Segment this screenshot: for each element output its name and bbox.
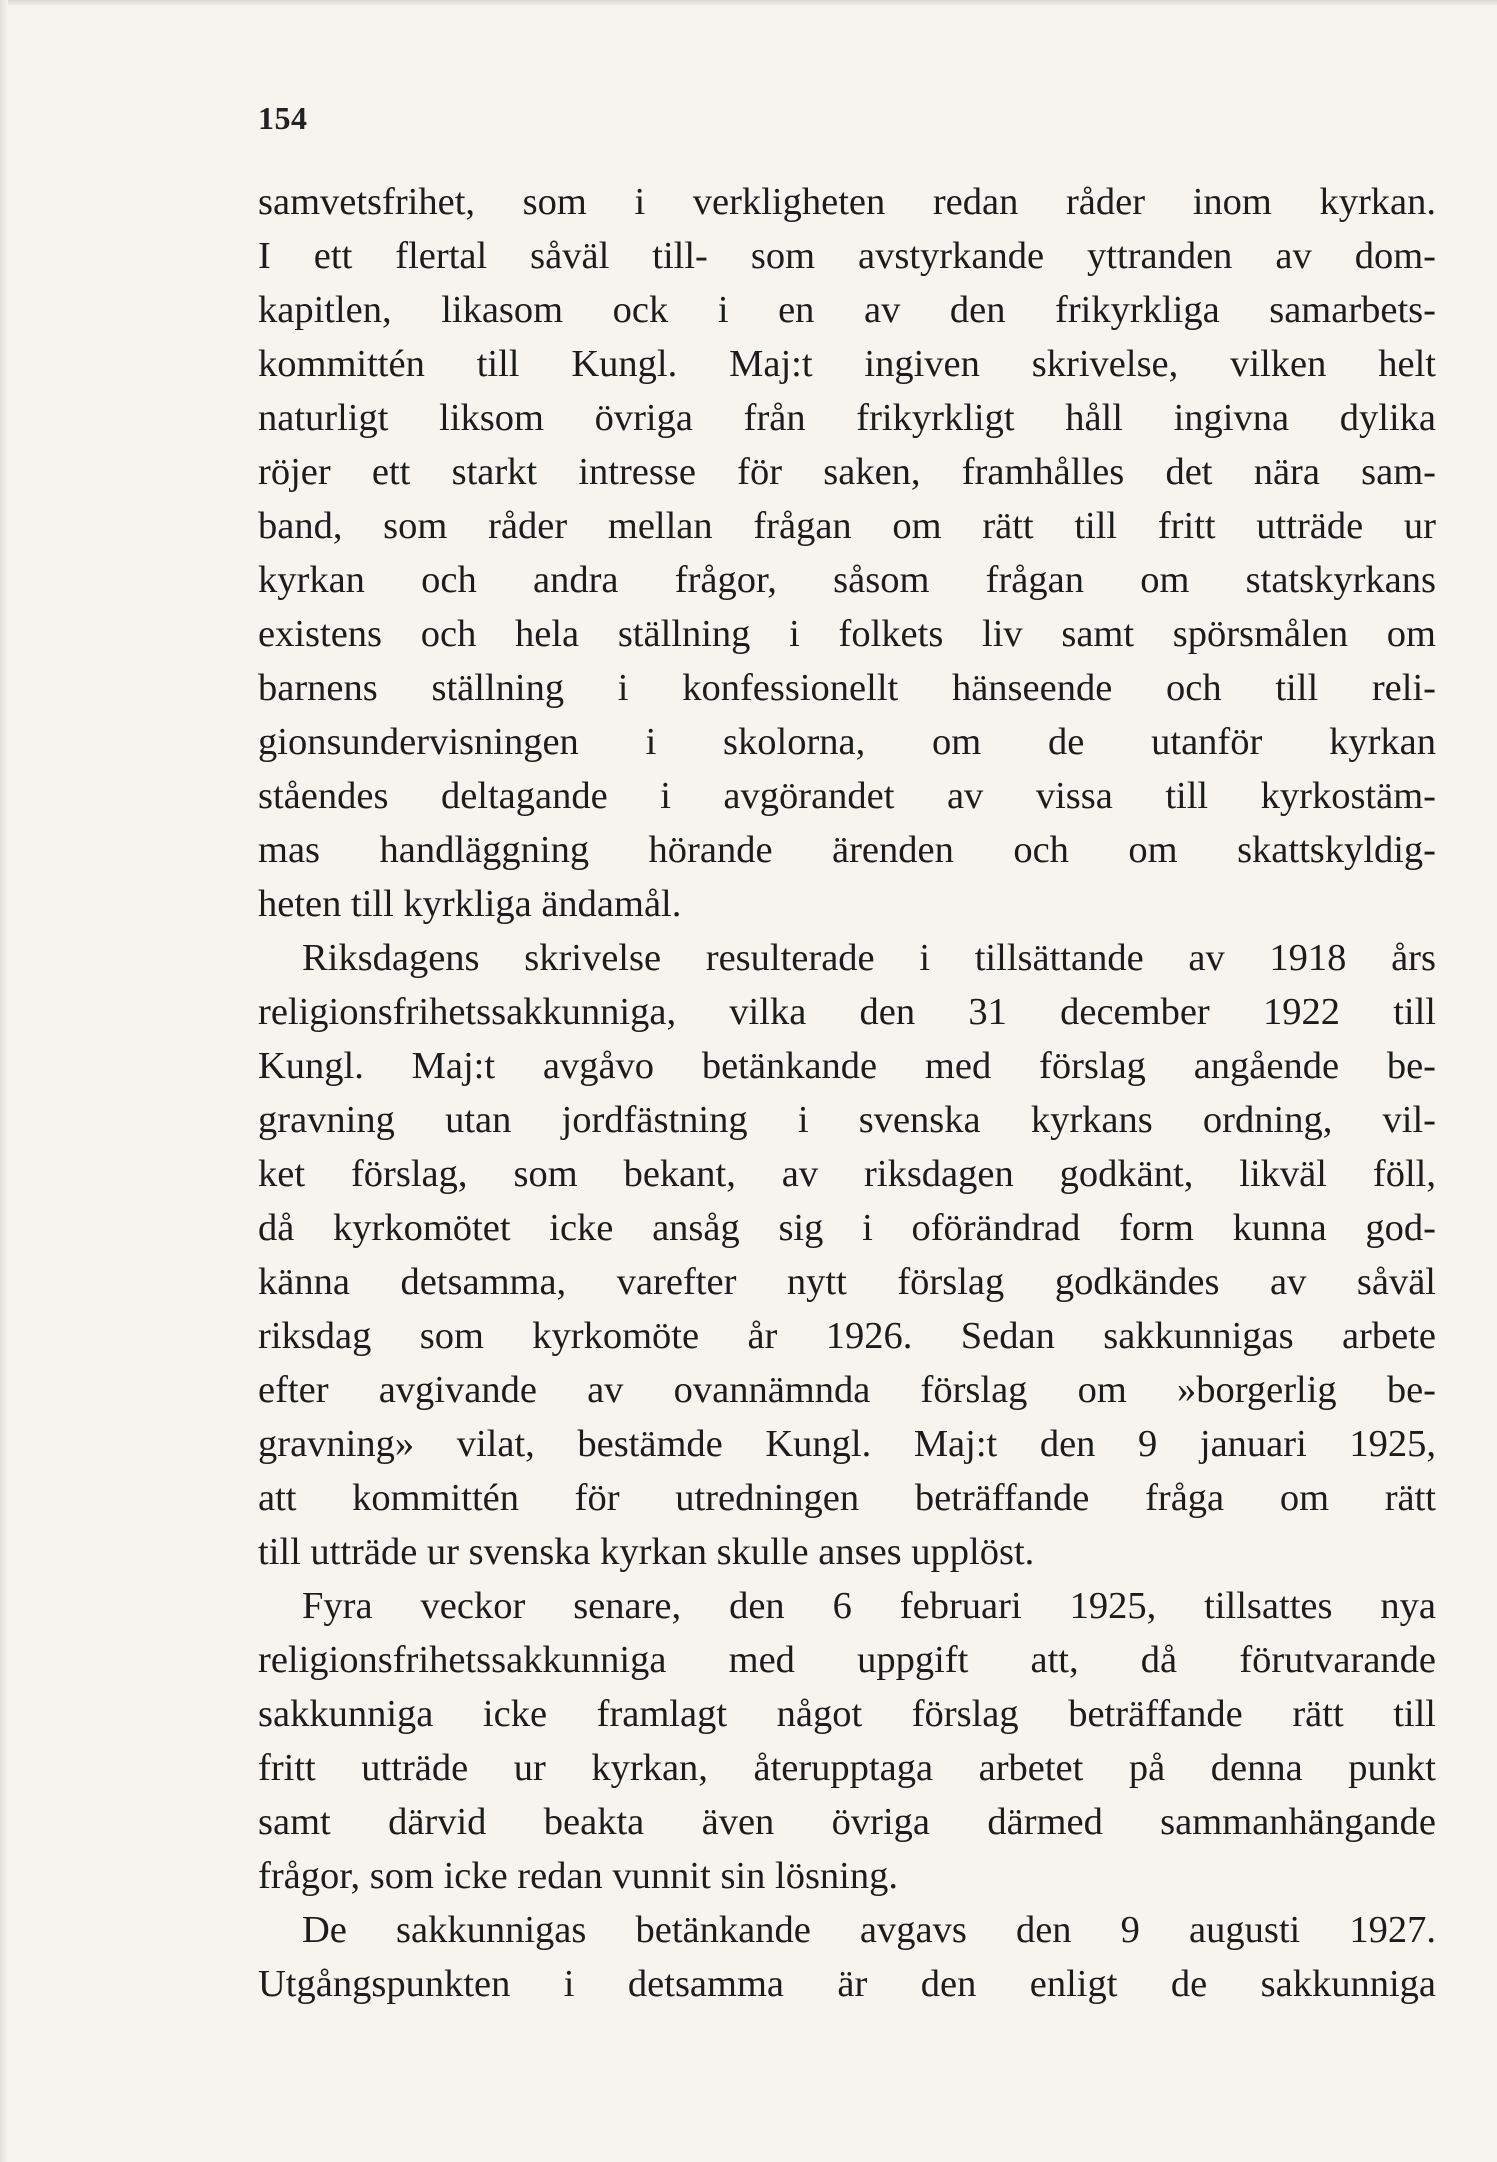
text-line: frågor, som icke redan vunnit sin lösning. <box>258 1855 899 1897</box>
text-line: barnens ställning i konfessionellt hänseende och till reli- <box>258 667 1436 709</box>
text-line: heten till kyrkliga ändamål. <box>258 883 682 925</box>
text-line: kommittén till Kungl. Maj:t ingiven skrivelse, vilken helt <box>258 343 1436 385</box>
text-line: Fyra veckor senare, den 6 februari 1925, tillsattes nya <box>302 1585 1436 1627</box>
text-line: gravning» vilat, bestämde Kungl. Maj:t den 9 januari 1925, <box>258 1423 1436 1465</box>
text-line: ståendes deltagande i avgörandet av vissa till kyrkostäm- <box>258 775 1436 817</box>
text-line: Kungl. Maj:t avgåvo betänkande med förslag angående be- <box>258 1045 1436 1087</box>
text-line: efter avgivande av ovannämnda förslag om »borgerlig be- <box>258 1369 1436 1411</box>
text-line: gravning utan jordfästning i svenska kyrkans ordning, vil- <box>258 1099 1436 1141</box>
text-line: fritt utträde ur kyrkan, återupptaga arbetet på denna punkt <box>258 1747 1436 1789</box>
text-line: samvetsfrihet, som i verkligheten redan råder inom kyrkan. <box>258 181 1436 223</box>
page-edge-left <box>0 0 8 2162</box>
text-line: existens och hela ställning i folkets liv samt spörsmålen om <box>258 613 1436 655</box>
text-line: kyrkan och andra frågor, såsom frågan om statskyrkans <box>258 559 1436 601</box>
text-line: religionsfrihetssakkunniga med uppgift att, då förutvarande <box>258 1639 1436 1681</box>
text-line: Riksdagens skrivelse resulterade i tillsättande av 1918 års <box>302 937 1436 979</box>
text-line: röjer ett starkt intresse för saken, framhålles det nära sam- <box>258 451 1436 493</box>
text-line: I ett flertal såväl till- som avstyrkande yttranden av dom- <box>258 235 1436 277</box>
paragraph-1 <box>258 175 1436 931</box>
page-edge-top <box>0 0 1497 6</box>
text-line: naturligt liksom övriga från frikyrkligt håll ingivna dylika <box>258 397 1436 439</box>
text-line: religionsfrihetssakkunniga, vilka den 31 december 1922 till <box>258 991 1436 1033</box>
paragraph-2 <box>258 931 1436 1579</box>
paragraph-3 <box>258 1579 1436 1903</box>
text-line: känna detsamma, varefter nytt förslag godkändes av såväl <box>258 1261 1436 1303</box>
text-line: kapitlen, likasom ock i en av den frikyrkliga samarbets- <box>258 289 1436 331</box>
text-line: Utgångspunkten i detsamma är den enligt de sakkunniga <box>258 1963 1436 2005</box>
text-line: att kommittén för utredningen beträffande fråga om rätt <box>258 1477 1436 1519</box>
text-line: mas handläggning hörande ärenden och om skattskyldig- <box>258 829 1436 871</box>
text-line: band, som råder mellan frågan om rätt till fritt utträde ur <box>258 505 1436 547</box>
page-number: 154 <box>258 100 308 136</box>
text-line: samt därvid beakta även övriga därmed sammanhängande <box>258 1801 1436 1843</box>
text-line: till utträde ur svenska kyrkan skulle anses upplöst. <box>258 1531 1035 1573</box>
text-line: gionsundervisningen i skolorna, om de utanför kyrkan <box>258 721 1436 763</box>
text-line: ket förslag, som bekant, av riksdagen godkänt, likväl föll, <box>258 1153 1436 1195</box>
text-line: riksdag som kyrkomöte år 1926. Sedan sakkunnigas arbete <box>258 1315 1436 1357</box>
text-line: då kyrkomötet icke ansåg sig i oförändrad form kunna god- <box>258 1207 1436 1249</box>
text-line: sakkunniga icke framlagt något förslag beträffande rätt till <box>258 1693 1436 1735</box>
text-line: De sakkunnigas betänkande avgavs den 9 augusti 1927. <box>302 1909 1436 1951</box>
body-text <box>258 175 1436 2011</box>
paragraph-4 <box>258 1903 1436 2011</box>
